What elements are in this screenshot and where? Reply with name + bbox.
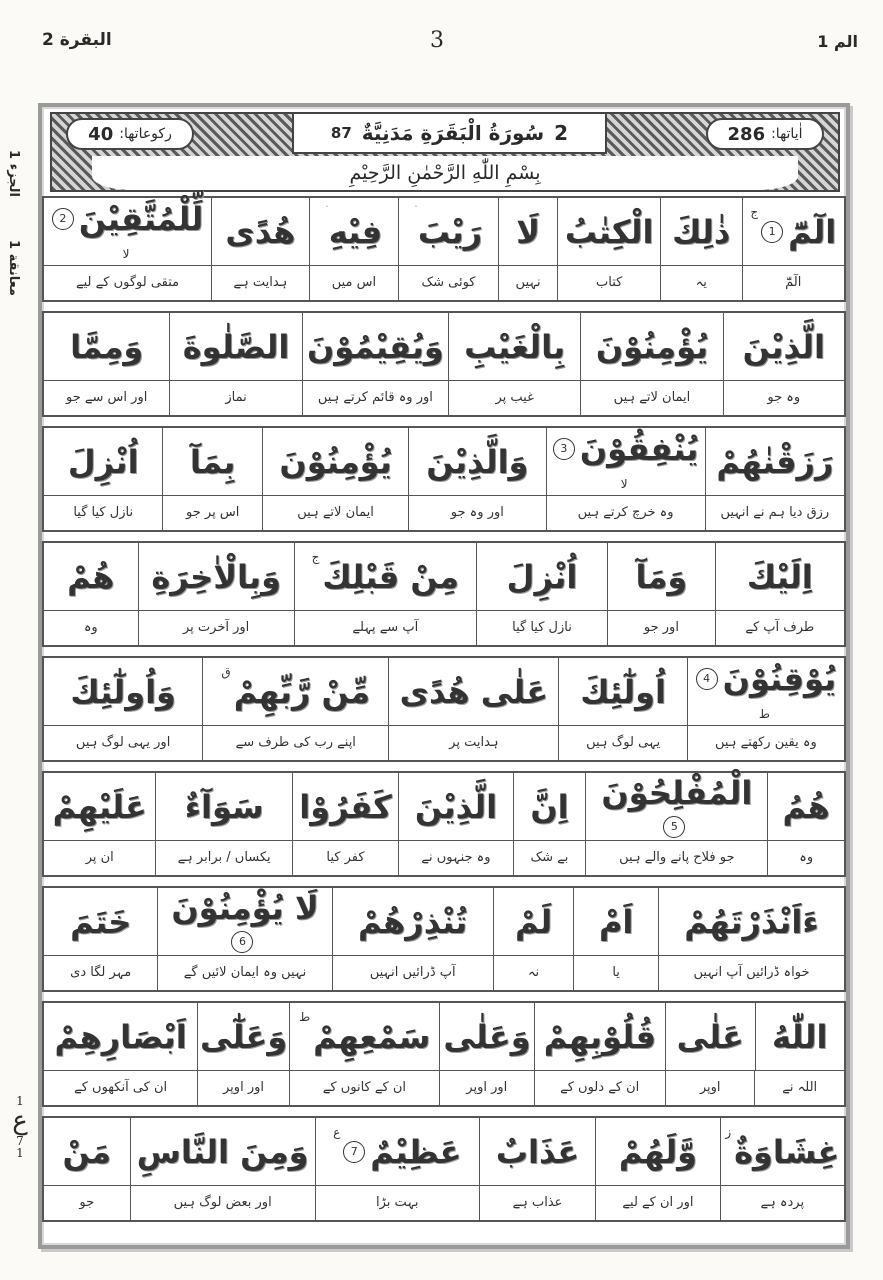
arabic-word-cell [585,773,767,840]
arabic-word: بِمَآ [189,442,236,481]
arabic-word: سَمْعِهِمْ [313,1017,431,1056]
waqf-sign: لا [122,246,130,261]
arabic-word: عَلٰی [676,1017,744,1056]
arabic-word-cell [157,888,331,955]
verse-number-icon: 7 [343,1141,365,1163]
arabic-word: ءَاَنْذَرْتَهُمْ [684,902,819,941]
urdu-translation: ان کے دلوں کے [534,1071,665,1105]
arabic-word: سَوَآءٌ [184,787,264,826]
arabic-word: مَنْ [62,1132,112,1171]
arabic-word: عَظِیْمٌ [370,1132,462,1171]
urdu-translation: یکساں / برابر ہے [155,841,291,875]
arabic-word: خَتَمَ [70,902,132,941]
arabic-line [44,1118,844,1186]
arabic-word: اِنَّ [530,787,569,826]
arabic-word-cell [44,428,162,495]
arabic-word: وَّلَهُمْ [618,1132,697,1171]
arabic-word: وَیُقِیْمُوْنَ [306,327,444,366]
arabic-word-cell [513,773,586,840]
arabic-word-cell [498,198,558,265]
urdu-translation: وہ جنہوں نے [398,841,512,875]
arabic-word-cell [720,1118,844,1185]
urdu-translation: عذاب ہے [479,1186,595,1220]
arabic-word-cell [715,543,844,610]
waqf-sign: لا [620,476,628,491]
urdu-line [44,1186,844,1220]
verse-row [42,426,846,532]
urdu-translation: یہ [660,266,742,300]
arabic-word: وَعَلٰی [443,1017,531,1056]
arabic-word: هُمُ [782,787,830,826]
urdu-translation: خواہ ڈرائیں آپ انہیں [658,956,844,990]
verse-row [42,196,846,302]
urdu-translation: اور یہی لوگ ہیں [75,735,171,750]
urdu-translation: رزق دیا ہم نے انہیں [705,496,844,530]
urdu-translation: نماز [169,381,301,415]
arabic-word: رَیْبَ [417,212,483,251]
urdu-translation: نازل کیا گیا [476,611,607,645]
arabic-word: لَا یُؤْمِنُوْنَ [171,889,319,928]
arabic-word-cell [289,1003,439,1070]
arabic-word-cell [723,313,844,380]
urdu-translation: اور اس سے جو [66,390,148,405]
urdu-translation: کفر کیا [292,841,398,875]
urdu-translation: اس میں [309,266,399,300]
urdu-translation: اور اوپر [197,1071,289,1105]
ayat-count-badge [706,118,824,150]
arabic-word-cell [558,658,686,725]
arabic-word: الٓمّٓ [788,212,837,251]
urdu-translation: اور بعض لوگ ہیں [130,1186,315,1220]
urdu-translation: اور ان کے لیے [595,1186,719,1220]
arabic-word: بِالْغَیْبِ [464,327,566,366]
verse-row [42,656,846,762]
arabic-word: قُلُوْبِهِمْ [543,1017,657,1056]
urdu-translation: متقی لوگوں کے لیے [76,275,180,290]
arabic-word-cell [44,1003,197,1070]
urdu-line [44,1071,844,1105]
arabic-word-cell [660,198,742,265]
arabic-word: الصَّلٰوةَ [182,327,290,366]
arabic-word-cell [44,543,138,610]
urdu-translation: اور وہ قائم کرتے ہیں [302,381,448,415]
arabic-word-cell [687,658,844,725]
ayat-label: اٰیاتھا: [771,126,803,142]
arabic-word-cell [557,198,659,265]
arabic-word: وَعَلٰٓی [200,1017,288,1056]
arabic-word-cell [315,1118,479,1185]
urdu-translation: ان کی آنکھوں کے [74,1080,168,1095]
arabic-word-cell [534,1003,665,1070]
arabic-word: لِّلْمُتَّقِیْنَ [78,199,204,238]
urdu-translation: کوئی شک [398,266,498,300]
arabic-word: وَالَّذِیْنَ [426,442,529,481]
para-running-title: الم 1 [817,32,858,51]
arabic-word: اَبْصَارِهِمْ [54,1017,187,1056]
verse-number-icon: 1 [761,221,783,243]
arabic-word: عَذَابٌ [495,1132,580,1171]
urdu-translation: نہیں [498,266,558,300]
arabic-word-cell [580,313,722,380]
verse-row [42,311,846,417]
arabic-word-cell [742,198,844,265]
arabic-word: اَمْ [598,902,634,941]
urdu-translation: ان پر [85,850,114,865]
arabic-word-cell [658,888,844,955]
muanaqa-label: معانقة 1 [6,240,21,296]
arabic-word: مِّنْ رَّبِّهِمْ [233,672,371,711]
arabic-line [44,543,844,611]
arabic-word-cell [332,888,493,955]
arabic-line [44,313,844,381]
arabic-word: الَّذِیْنَ [742,327,825,366]
urdu-translation: طرف آپ کے [715,611,844,645]
arabic-word-cell [398,198,498,265]
arabic-word-cell [155,773,291,840]
arabic-word-cell [493,888,574,955]
arabic-word: الْكِتٰبُ [564,212,654,251]
urdu-translation: ہدایت ہے [211,266,309,300]
arabic-word: الْمُفْلِحُوْنَ [601,774,753,813]
urdu-line [44,611,844,645]
arabic-word-cell [44,1118,130,1185]
arabic-line [44,658,844,726]
arabic-word-cell [294,543,476,610]
waqf-sign: ق [221,665,231,679]
urdu-translation: یا [573,956,658,990]
arabic-word-cell [262,428,408,495]
arabic-word-cell [479,1118,595,1185]
waqf-sign: ط [758,706,770,721]
urdu-translation: وہ یقین رکھتے ہیں [687,726,844,760]
arabic-word-cell [302,313,448,380]
arabic-word-cell [767,773,844,840]
ruku-mid: 7 [16,1134,24,1148]
page-number: 3 [430,28,444,53]
urdu-translation: بے شک [513,841,586,875]
revelation-order: 87 [330,124,352,142]
arabic-word: ذٰلِكَ [672,212,731,251]
arabic-word-cell [476,543,607,610]
arabic-word: هُدًى [225,212,296,251]
arabic-word: عَلٰی هُدًى [399,672,549,711]
urdu-translation: ان کے کانوں کے [289,1071,439,1105]
urdu-translation: بہت بڑا [315,1186,479,1220]
arabic-word-cell [705,428,844,495]
arabic-word-cell [197,1003,289,1070]
arabic-line [44,888,844,956]
ayat-count: 286 [727,123,766,145]
urdu-line [44,496,844,530]
verse-row [42,1001,846,1107]
urdu-translation: وہ [83,620,98,635]
arabic-word: عَلَیْهِمْ [52,787,147,826]
arabic-word: لَا [516,212,540,251]
urdu-translation: اور جو [607,611,714,645]
verse-number-icon: 5 [663,816,685,838]
urdu-translation: وہ جو [723,381,844,415]
ruku-count-badge [66,118,194,150]
verse-row [42,771,846,877]
urdu-translation: کتاب [557,266,659,300]
arabic-word-cell [546,428,705,495]
arabic-word: اُنْزِلَ [506,557,578,596]
arabic-word: مِنْ قَبْلِكَ [322,557,459,596]
arabic-word: یُؤْمِنُوْنَ [279,442,392,481]
waqf-sign: ز [725,1125,732,1139]
waqf-sign: ج [311,550,320,564]
arabic-word-cell [211,198,309,265]
ruku-top: 1 [16,1094,24,1108]
verse-row [42,886,846,992]
urdu-translation: اور اوپر [439,1071,534,1105]
arabic-word-cell [573,888,658,955]
surah-running-title: البقرة 2 [42,30,112,50]
arabic-word-cell [398,773,512,840]
arabic-word: كَفَرُوْا [299,787,392,826]
arabic-word: یُؤْمِنُوْنَ [595,327,709,366]
arabic-word-cell [44,888,157,955]
arabic-word-cell [169,313,301,380]
urdu-translation: اور وہ جو [408,496,545,530]
urdu-translation: اوپر [665,1071,755,1105]
arabic-line [44,773,844,841]
arabic-word-cell [202,658,388,725]
urdu-translation: ہدایت پر [388,726,558,760]
urdu-translation: پردہ ہے [720,1186,844,1220]
arabic-word-cell [439,1003,533,1070]
arabic-word: تُنْذِرْهُمْ [358,902,468,941]
arabic-word: لَمْ [514,902,553,941]
page-header [0,0,883,60]
arabic-word-cell [309,198,399,265]
arabic-word-cell [130,1118,315,1185]
verse-number-icon: 3 [553,438,575,460]
ruku-label: رکوعاتھا: [119,126,172,142]
arabic-word: غِشَاوَةٌ [734,1132,840,1171]
arabic-word: وَمِمَّا [70,327,144,366]
arabic-word: یُوْقِنُوْنَ [722,659,837,698]
urdu-translation: نہیں وہ ایمان لائیں گے [157,956,331,990]
ruku-marker [8,1095,32,1159]
ruku-count: 40 [88,123,114,145]
arabic-word: اُولٰٓئِكَ [580,672,666,711]
waqf-sign: ع [333,1125,341,1139]
urdu-translation: ایمان لاتے ہیں [262,496,408,530]
urdu-translation: آپ سے پہلے [294,611,476,645]
arabic-word-cell [595,1118,719,1185]
arabic-line [44,428,844,496]
bismillah: بِسْمِ اللّٰهِ الرَّحْمٰنِ الرَّحِیْمِ [92,156,798,190]
arabic-word: هُمْ [67,557,115,596]
arabic-word: یُنْفِقُوْنَ [579,429,699,468]
arabic-word-cell [44,658,202,725]
urdu-translation: ایمان لاتے ہیں [580,381,722,415]
urdu-translation: اپنے رب کی طرف سے [202,726,388,760]
urdu-line [44,726,844,760]
surah-number: 2 [554,121,569,145]
arabic-word-cell [755,1003,845,1070]
arabic-word: وَمَآ [635,557,688,596]
arabic-word-cell [388,658,558,725]
urdu-translation: الٓمّٓ [742,266,844,300]
urdu-translation: مہر لگا دی [70,965,132,980]
waqf-sign: ط [299,1010,311,1024]
urdu-translation: غیب پر [448,381,580,415]
urdu-translation: وہ [767,841,844,875]
arabic-word: اِلَیْكَ [746,557,813,596]
arabic-word-cell [44,773,155,840]
word-by-word-table [42,196,846,1231]
arabic-word-cell [408,428,545,495]
ruku-glyph: ع [12,1106,28,1136]
arabic-word-cell [44,198,211,265]
arabic-word-cell [448,313,580,380]
arabic-word: الَّذِیْنَ [414,787,498,826]
arabic-line [44,198,844,266]
arabic-word-cell [292,773,398,840]
arabic-word: اُنْزِلَ [67,442,139,481]
urdu-translation: اور آخرت پر [138,611,294,645]
arabic-word-cell [138,543,294,610]
urdu-translation: جو [79,1195,95,1210]
urdu-translation: نازل کیا گیا [73,505,134,520]
arabic-word-cell [665,1003,755,1070]
verse-number-icon: 6 [231,931,253,953]
arabic-word: اللّٰهُ [772,1017,828,1056]
surah-title-box [292,114,607,154]
arabic-word: فِیْهِ [328,212,383,251]
urdu-translation: اس پر جو [162,496,262,530]
arabic-word-cell [607,543,714,610]
verse-row [42,541,846,647]
arabic-word: رَزَقْنٰهُمْ [716,442,834,481]
urdu-translation: اللہ نے [754,1071,844,1105]
verse-number-icon: 4 [696,668,718,690]
urdu-translation: آپ ڈرائیں انہیں [332,956,493,990]
verse-row [42,1116,846,1222]
urdu-translation: وہ خرچ کرتے ہیں [546,496,705,530]
verse-number-icon: 2 [52,208,74,230]
surah-title: سُورَةُ الْبَقَرَةِ مَدَنِيَّةٌ [361,121,545,145]
urdu-translation: یہی لوگ ہیں [558,726,686,760]
arabic-word-cell [162,428,262,495]
waqf-sign: ج [750,205,759,219]
urdu-line [44,956,844,990]
arabic-line [44,1003,844,1071]
urdu-line [44,841,844,875]
juz-label: الجزء 1 [6,150,21,198]
arabic-word-cell [44,313,169,380]
arabic-word: وَمِنَ النَّاسِ [136,1132,309,1171]
surah-banner [50,112,840,192]
urdu-translation: نہ [493,956,574,990]
arabic-word: وَاُولٰٓئِكَ [70,672,176,711]
urdu-translation: جو فلاح پانے والے ہیں [585,841,767,875]
urdu-line [44,266,844,300]
urdu-line [44,381,844,415]
arabic-word: وَبِالْاٰخِرَةِ [151,557,281,596]
ruku-bottom: 1 [16,1146,24,1160]
